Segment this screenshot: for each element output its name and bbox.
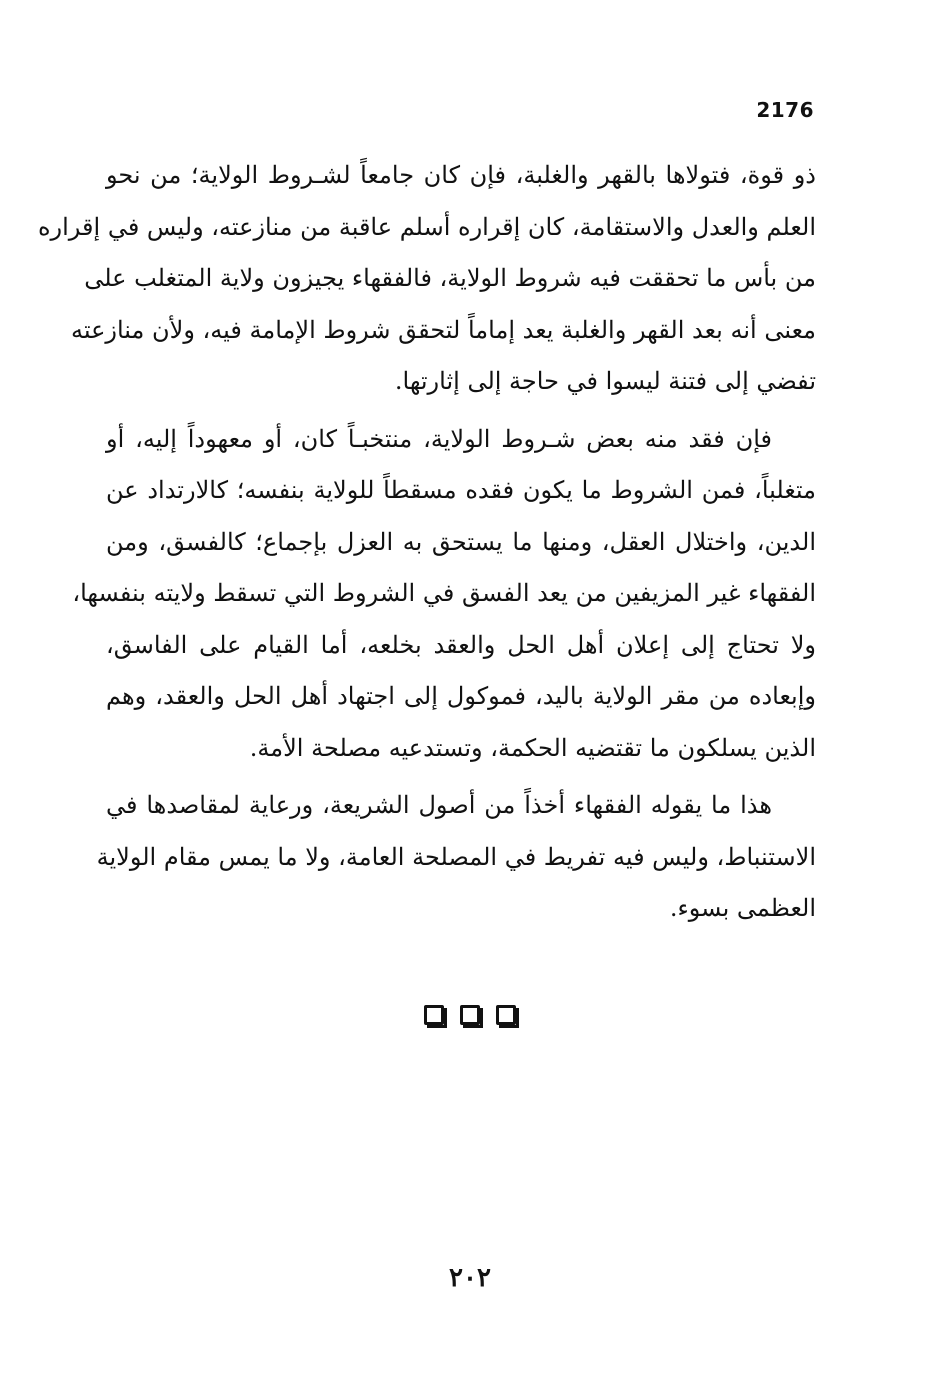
text-line: العظمى بسوء.: [669, 894, 816, 922]
square-ornament-icon: [496, 1005, 516, 1025]
document-body: [37, 150, 816, 935]
paragraph-3: [96, 780, 816, 935]
square-ornament-icon: [460, 1005, 480, 1025]
text-line: تفضي إلى فتنة ليسوا في حاجة إلى إثارتها.: [394, 367, 816, 395]
footer-page-number: ٢٠٢: [449, 1263, 491, 1293]
text-line: وإبعاده من مقر الولاية باليد، فموكول إلى اجتهاد أهل الحل والعقد، وهم: [106, 682, 816, 710]
text-line: الذين يسلكون ما تقتضيه الحكمة، وتستدعيه مصلحة الأمة.: [249, 733, 816, 762]
paragraph-1: [37, 150, 816, 408]
text-line: ولا تحتاج إلى إعلان أهل الحل والعقد بخلعه، أما القيام على الفاسق،: [106, 630, 816, 659]
text-line: متغلباً، فمن الشروط ما يكون فقده مسقطاً للولاية بنفسه؛ كالارتداد عن: [106, 476, 816, 504]
text-line: الدين، واختلال العقل، ومنها ما يستحق به العزل بإجماع؛ كالفسق، ومن: [106, 527, 816, 556]
section-separator: [0, 1005, 940, 1025]
text-line: فإن فقد منه بعض شـروط الولاية، منتخبـاً كان، أو معهوداً إليه، أو: [106, 424, 772, 453]
header-page-number: 2176: [756, 98, 814, 122]
text-line: العلم والعدل والاستقامة، كان إقراره أسلم عاقبة من منازعته، وليس في إقراره: [37, 212, 816, 241]
square-ornament-icon: [424, 1005, 444, 1025]
text-line: الفقهاء غير المزيفين من يعد الفسق في الشروط التي تسقط ولايته بنفسها،: [72, 579, 816, 607]
text-line: من بأس ما تحققت فيه شروط الولاية، فالفقهاء يجيزون ولاية المتغلب على: [84, 264, 816, 292]
text-line: هذا ما يقوله الفقهاء أخذاً من أصول الشريعة، ورعاية لمقاصدها في: [106, 791, 772, 819]
text-line: معنى أنه بعد القهر والغلبة يعد إماماً لتحقق شروط الإمامة فيه، ولأن منازعته: [70, 315, 816, 344]
text-line: الاستنباط، وليس فيه تفريط في المصلحة العامة، ولا ما يمس مقام الولاية: [96, 842, 816, 871]
paragraph-2: [72, 414, 816, 775]
text-line: ذو قوة، فتولاها بالقهر والغلبة، فإن كان جامعاً لشـروط الولاية؛ من نحو: [106, 161, 816, 189]
